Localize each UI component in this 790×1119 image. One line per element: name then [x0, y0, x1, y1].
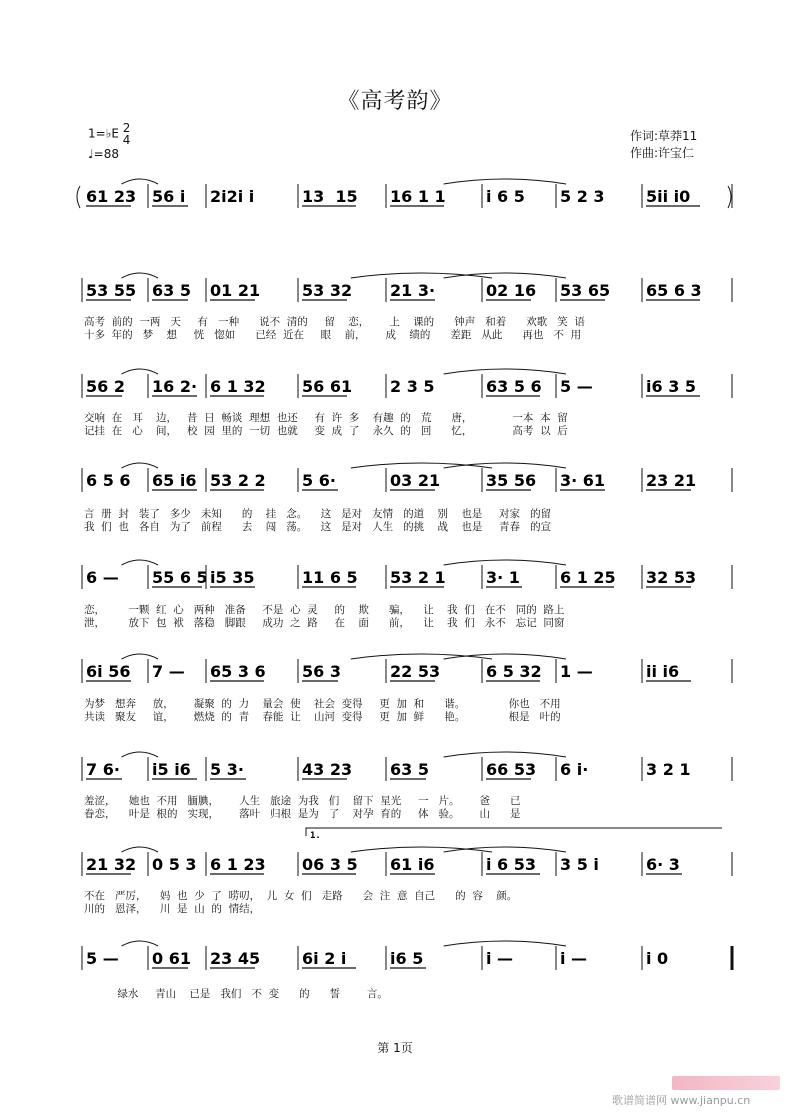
score-row-svg [82, 372, 732, 402]
measure-notes: 53 32 [302, 281, 353, 300]
score-row-4 [82, 466, 732, 496]
slur-arc [444, 752, 566, 757]
score-row-svg [82, 657, 732, 687]
measure-notes: i 6 53 [486, 855, 537, 874]
slur-arc [351, 273, 492, 278]
score-row-2 [82, 276, 732, 306]
score-row-1 [82, 182, 732, 212]
measure-notes: 1 — [560, 662, 593, 681]
measure-notes: 6 5 6 [86, 471, 131, 490]
measure-notes: 6· 3 [646, 855, 680, 874]
measure-notes: 53 2 2 [210, 471, 266, 490]
measure-notes: 56 i [152, 187, 186, 206]
measure-notes: 7 6· [86, 760, 120, 779]
slur-arc [122, 752, 158, 757]
tempo-marking: ♩=88 [88, 147, 119, 161]
lyric-line: 羞涩， 她也 不用 腼腆， 人生 旅途 为我 们 留下 星光 一 片。 爸 已 [84, 795, 521, 807]
lyric-line: 共读 聚友 谊， 燃烧 的 青 春能 让 山河 变得 更 加 鲜 艳。 根是 叶的 [84, 711, 561, 723]
score-row-svg [82, 755, 732, 785]
measure-notes: 16 1 1 [390, 187, 446, 206]
lyric-line: 泄， 放下 包 袱 落稳 脚跟 成功 之 路 在 面 前， 让 我 们 永不 忘记 同窗 [84, 617, 565, 629]
score-row-9 [82, 944, 732, 974]
key-tempo-block [88, 122, 130, 162]
repeat-paren-open [77, 186, 80, 208]
lyric-line: 眷恋， 叶是 根的 实现， 落叶 归根 是为 了 对孕 育的 体 验。 山 是 [84, 808, 521, 820]
time-signature: 2 4 [122, 121, 131, 147]
measure-notes: 53 65 [560, 281, 611, 300]
measure-notes: 6 1 25 [560, 568, 616, 587]
measure-notes: 06 3 5 [302, 855, 358, 874]
measure-notes: 7 — [152, 662, 185, 681]
score-row-7 [82, 755, 732, 785]
measure-notes: 56 61 [302, 377, 353, 396]
measure-notes: 2 3 5 [390, 377, 435, 396]
measure-notes: 43 23 [302, 760, 353, 779]
measure-notes: 0 61 [152, 949, 191, 968]
score-row-svg [82, 276, 732, 306]
measure-notes: 13 15 [302, 187, 358, 206]
slur-arc [122, 179, 158, 184]
slur-arc [122, 463, 158, 468]
lyric-line: 不在 严厉， 妈 也 少 了 唠叨， 儿 女 们 走路 会 注 意 自己 的 容 颜。 [84, 890, 518, 902]
slur-arc [122, 654, 158, 659]
measure-notes: 63 5 6 [486, 377, 542, 396]
slur-arc [351, 463, 492, 468]
measure-notes: i 0 [646, 949, 669, 968]
score-row-svg [82, 831, 732, 880]
slur-arc [444, 179, 566, 184]
score-row-svg [82, 466, 732, 496]
lyric-line: 绿水 青山 已是 我们 不 变 的 誓 言。 [84, 988, 388, 1000]
lyric-line: 为梦 想奔 放， 凝聚 的 力 量会 使 社会 变得 更 加 和 谐。 你也 不用 [84, 698, 561, 710]
measure-notes: 5 — [560, 377, 593, 396]
measure-notes: 5ii i0 [646, 187, 691, 206]
slur-arc [122, 941, 158, 946]
lyric-line: 十多 年的 梦 想 恍 惚如 已经 近在 眼 前， 成 绩的 差距 从此 再也 不 用 [84, 329, 582, 341]
lyric-line: 恋， 一颗 红 心 两种 准备 不是 心 灵 的 欺 骗， 让 我 们 在不 同的 路上 [84, 604, 565, 616]
measure-notes: 6i 2 i [302, 949, 347, 968]
measure-notes: 23 45 [210, 949, 261, 968]
slur-arc [444, 463, 566, 468]
measure-notes: 5 6· [302, 471, 336, 490]
measure-notes: 11 6 5 [302, 568, 358, 587]
measure-notes: 6 5 32 [486, 662, 542, 681]
slur-arc [122, 847, 158, 852]
measure-notes: 61 23 [86, 187, 137, 206]
measure-notes: 01 21 [210, 281, 261, 300]
lyric-line: 言 册 封 装了 多少 未知 的 挂 念。 这 是对 友情 的道 别 也是 对家 的留 [84, 508, 552, 520]
slur-arc [122, 560, 158, 565]
measure-notes: 63 5 [390, 760, 429, 779]
watermark-logo [672, 1076, 780, 1090]
measure-notes: i6 3 5 [646, 377, 697, 396]
measure-notes: 65 6 3 [646, 281, 702, 300]
lyric-line: 记挂 在 心 间， 校 园 里的 一切 也就 变 成 了 永久 的 回 忆， 高考 以 后 [84, 425, 568, 437]
slur-arc [444, 273, 566, 278]
measure-notes: 56 3 [302, 662, 341, 681]
score-row-5 [82, 563, 732, 593]
measure-notes: 3 2 1 [646, 760, 691, 779]
composer: 作曲:许宝仁 [630, 146, 695, 160]
slur-arc [444, 369, 566, 374]
measure-notes: 63 5 [152, 281, 191, 300]
measure-notes: 5 2 3 [560, 187, 605, 206]
measure-notes: 22 53 [390, 662, 441, 681]
volta-bracket [306, 828, 722, 836]
measure-notes: 6i 56 [86, 662, 131, 681]
slur-arc [122, 273, 158, 278]
measure-notes: 16 2· [152, 377, 198, 396]
measure-notes: 3· 1 [486, 568, 520, 587]
measure-notes: i — [486, 949, 514, 968]
slur-arc [351, 654, 492, 659]
measure-notes: i5 i6 [152, 760, 191, 779]
measure-notes: 6 1 23 [210, 855, 266, 874]
measure-notes: 3· 61 [560, 471, 606, 490]
measure-notes: 65 i6 [152, 471, 197, 490]
repeat-paren-close [728, 186, 731, 208]
song-title: 《高考韵》 [337, 89, 453, 114]
slur-arc [444, 654, 566, 659]
measure-notes: 2i2i i [210, 187, 255, 206]
credits-block [630, 128, 697, 162]
measure-notes: ii i6 [646, 662, 680, 681]
score-row-6 [82, 657, 732, 687]
lyricist: 作词:草莽11 [630, 129, 698, 143]
measure-notes: 56 2 [86, 377, 125, 396]
measure-notes: i — [560, 949, 588, 968]
score-row-svg [82, 944, 732, 974]
measure-notes: 5 — [86, 949, 119, 968]
measure-notes: 53 2 1 [390, 568, 446, 587]
measure-notes: 55 6 5 [152, 568, 208, 587]
slur-arc [444, 560, 566, 565]
measure-notes: 6 1 32 [210, 377, 266, 396]
key-signature: 1=♭E [88, 126, 119, 141]
lyric-line: 高考 前的 一两 天 有 一种 说不 清的 留 恋， 上 课的 钟声 和着 欢歌 笑 语 [84, 316, 585, 328]
measure-notes: 53 55 [86, 281, 137, 300]
measure-notes: 3 5 i [560, 855, 599, 874]
measure-notes: 5 3· [210, 760, 244, 779]
page-number: 第 1页 [377, 1041, 413, 1055]
measure-notes: 21 3· [390, 281, 436, 300]
measure-notes: 03 21 [390, 471, 441, 490]
lyric-line: 川的 恩泽， 川 是 山 的 情结， [84, 903, 261, 915]
measure-notes: i6 5 [390, 949, 424, 968]
volta-label: 1. [310, 831, 321, 841]
score-row-8 [82, 831, 732, 880]
measure-notes: 35 56 [486, 471, 537, 490]
lyric-line: 交响 在 耳 边， 昔 日 畅谈 理想 也还 有 许 多 有趣 的 荒 唐， 一本 本 留 [84, 412, 568, 424]
watermark-text: 歌谱简谱网 www.jianpu.cn [612, 1094, 751, 1107]
score-row-svg [82, 563, 732, 593]
score-row-svg [82, 182, 732, 212]
measure-notes: i 6 5 [486, 187, 525, 206]
measure-notes: 23 21 [646, 471, 697, 490]
score-row-3 [82, 372, 732, 402]
slur-arc [351, 847, 492, 852]
measure-notes: 61 i6 [390, 855, 435, 874]
measure-notes: 21 32 [86, 855, 137, 874]
lyric-line: 我 们 也 各自 为了 前程 去 闯 荡。 这 是对 人生 的挑 战 也是 青春 的宣 [84, 521, 552, 533]
measure-notes: i5 35 [210, 568, 255, 587]
measure-notes: 0 5 3 [152, 855, 197, 874]
measure-notes: 6 i· [560, 760, 589, 779]
slur-arc [122, 369, 158, 374]
measure-notes: 66 53 [486, 760, 537, 779]
slur-arc [444, 847, 566, 852]
measure-notes: 02 16 [486, 281, 537, 300]
slur-arc [444, 941, 566, 946]
measure-notes: 32 53 [646, 568, 697, 587]
measure-notes: 65 3 6 [210, 662, 266, 681]
measure-notes: 6 — [86, 568, 119, 587]
